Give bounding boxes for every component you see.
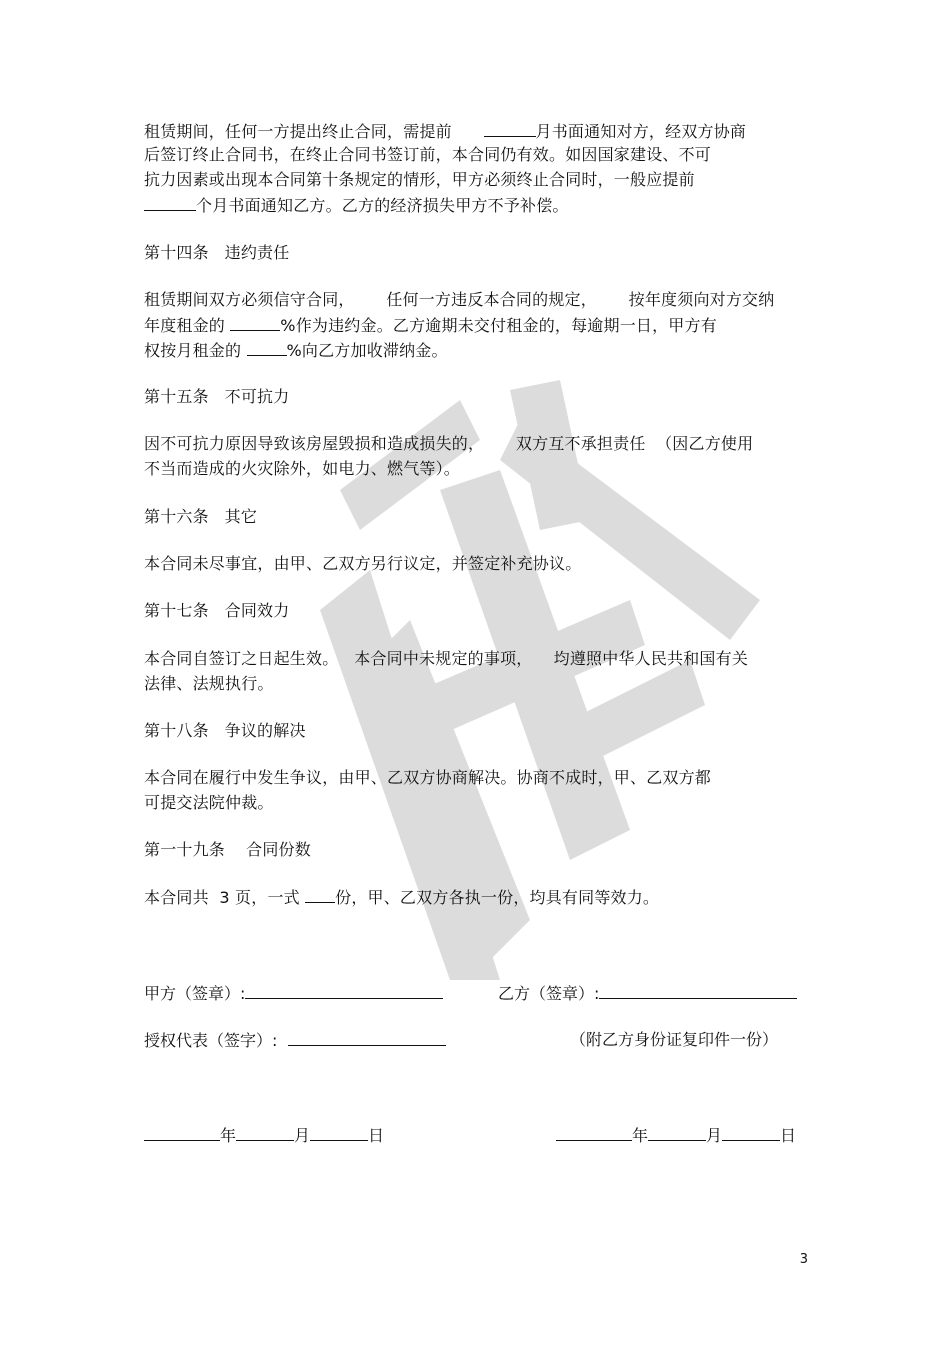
- representative-label: 授权代表（签字）:: [144, 1031, 278, 1050]
- paragraph-line: 不当而造成的火灾除外，如电力、燃气等）。: [144, 459, 461, 478]
- blank-field: [484, 118, 536, 137]
- day-label: 日: [368, 1126, 385, 1145]
- text: 份，甲、乙双方各执一份，均具有同等效力。: [335, 888, 660, 907]
- party-b-label: 乙方（签章）:: [498, 984, 600, 1003]
- section-heading: 第十四条 违约责任: [144, 243, 290, 262]
- text: 年度租金的: [144, 316, 231, 335]
- section-heading: 第一十九条 合同份数: [144, 840, 311, 859]
- paragraph-line: 后签订终止合同书，在终止合同书签订前，本合同仍有效。如因国家建设、不可: [144, 145, 712, 164]
- paragraph-line: 本合同在履行中发生争议，由甲、乙双方协商解决。协商不成时，甲、乙双方都: [144, 768, 712, 787]
- paragraph-line: 本合同未尽事宜，由甲、乙双方另行议定，并签定补充协议。: [144, 554, 582, 573]
- paragraph-line: [144, 431, 753, 457]
- text: 个月书面通知乙方。乙方的经济损失甲方不予补偿。: [196, 196, 569, 215]
- text: 本合同自签订之日起生效。: [144, 649, 339, 668]
- paragraph-line: [144, 287, 774, 313]
- year-blank: [556, 1122, 632, 1141]
- signature-line: [288, 1027, 446, 1046]
- text: 任何一方违反本合同的规定，: [386, 290, 597, 309]
- text: %作为违约金。乙方逾期未交付租金的，每逾期一日，甲方有: [280, 316, 717, 335]
- year-label: 年: [632, 1126, 649, 1145]
- signature-line: [245, 980, 443, 999]
- date-line-a: [144, 1122, 384, 1149]
- paragraph-line: [144, 337, 448, 364]
- date-line-b: [556, 1122, 796, 1149]
- year-label: 年: [220, 1126, 237, 1145]
- signature-line: [599, 980, 797, 999]
- month-label: 月: [706, 1126, 723, 1145]
- blank-field: [230, 312, 280, 331]
- paragraph-line: [144, 884, 659, 911]
- day-blank: [310, 1122, 368, 1141]
- party-a-label: 甲方（签章）:: [144, 984, 246, 1003]
- page-number: 3: [799, 1252, 808, 1267]
- text: 本合同共 3 页，一式: [144, 888, 306, 907]
- day-blank: [722, 1122, 780, 1141]
- paragraph-line: 可提交法院仲裁。: [144, 793, 274, 812]
- paragraph-line: [144, 118, 746, 145]
- text: 因不可抗力原因导致该房屋毁损和造成损失的，: [144, 434, 485, 453]
- paragraph-line: 法律、法规执行。: [144, 674, 274, 693]
- blank-field: [247, 337, 287, 356]
- paragraph-line: [144, 646, 748, 672]
- month-label: 月: [294, 1126, 311, 1145]
- text: 租赁期间双方必须信守合同，: [144, 290, 355, 309]
- section-heading: 第十七条 合同效力: [144, 601, 290, 620]
- text: 双方互不承担责任 （因乙方使用: [515, 434, 754, 453]
- text: 月书面通知对方，经双方协商: [535, 122, 747, 141]
- section-heading: 第十五条 不可抗力: [144, 387, 290, 406]
- text: 权按月租金的: [144, 341, 247, 360]
- month-blank: [236, 1122, 294, 1141]
- section-heading: 第十六条 其它: [144, 507, 258, 526]
- text: 均遵照中华人民共和国有关: [553, 649, 749, 668]
- representative-signature: [144, 1027, 446, 1054]
- paragraph-line: 抗力因素或出现本合同第十条规定的情形，甲方必须终止合同时，一般应提前: [144, 170, 695, 189]
- party-b-signature: [498, 980, 797, 1007]
- blank-field: [144, 192, 196, 211]
- attachment-note: （附乙方身份证复印件一份）: [570, 1030, 779, 1049]
- text: 租赁期间，任何一方提出终止合同，需提前: [144, 122, 452, 141]
- blank-field: [305, 884, 335, 903]
- section-heading: 第十八条 争议的解决: [144, 721, 306, 740]
- party-a-signature: [144, 980, 443, 1007]
- text: 本合同中未规定的事项，: [354, 649, 533, 668]
- month-blank: [648, 1122, 706, 1141]
- year-blank: [144, 1122, 220, 1141]
- text: 按年度须向对方交纳: [628, 290, 775, 309]
- paragraph-line: [144, 312, 717, 339]
- day-label: 日: [780, 1126, 797, 1145]
- text: %向乙方加收滞纳金。: [286, 341, 448, 360]
- paragraph-line: [144, 192, 569, 219]
